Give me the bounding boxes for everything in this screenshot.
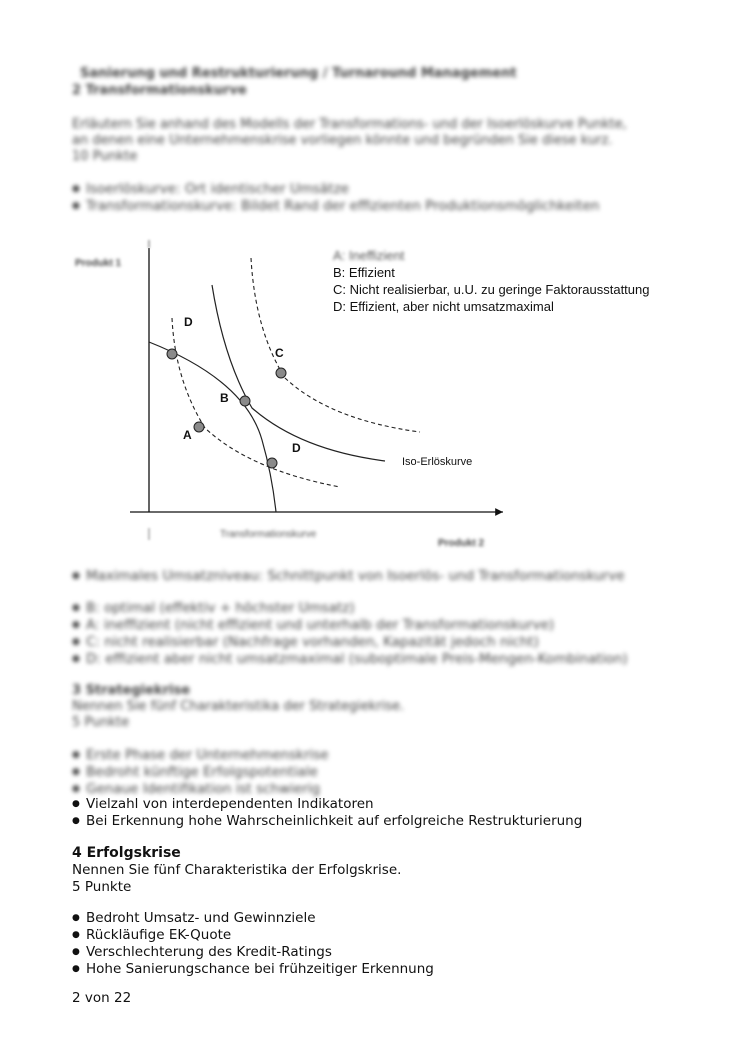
- course-title: Sanierung und Restrukturierung / Turnaround Management: [80, 66, 517, 81]
- label-a: A: [183, 428, 192, 442]
- list-item: ● Genaue Identifikation ist schwierig: [70, 781, 329, 798]
- label-b: B: [220, 391, 229, 405]
- diagram-legend: [333, 247, 649, 315]
- section3-title: 3 Strategiekrise: [72, 683, 191, 698]
- list-item: ● Vielzahl von interdependenten Indikatoren: [70, 796, 582, 813]
- transformation-curve-label: Transformationskurve: [220, 529, 317, 540]
- label-c: C: [275, 346, 284, 360]
- list-item: ● B: optimal (effektiv + höchster Umsatz): [70, 600, 628, 617]
- list-item: ● Maximales Umsatzniveau: Schnittpunkt von Isoerlös- und Transformationskurve: [70, 568, 625, 585]
- label-d-upper: D: [184, 315, 193, 329]
- iso-curve-label: Iso-Erlöskurve: [402, 456, 473, 468]
- legend-item: B: Effizient: [333, 265, 395, 280]
- list-item: ● Erste Phase der Unternehmenskrise: [70, 747, 329, 764]
- list-item: ● A: ineffizient (nicht effizient und unterhalb der Transformationskurve): [70, 617, 628, 634]
- definition-list: [70, 181, 599, 215]
- point-b: [240, 396, 250, 406]
- section2-question-line1: Erläutern Sie anhand des Modells der Transformations- und der Isoerlöskurve Punkte,: [72, 117, 627, 132]
- point-a: [194, 422, 204, 432]
- legend-item: D: Effizient, aber nicht umsatzmaximal: [333, 299, 554, 314]
- section4-question: Nennen Sie fünf Charakteristika der Erfolgskrise.: [72, 862, 402, 878]
- list-item: ● Rückläufige EK-Quote: [70, 927, 434, 944]
- list-item: ● D: effizient aber nicht umsatzmaximal (suboptimale Preis-Mengen-Kombination): [70, 651, 628, 668]
- page-number: 2 von 22: [72, 990, 132, 1006]
- y-axis-label: Produkt 1: [75, 258, 122, 269]
- section3-points: 5 Punkte: [72, 715, 130, 730]
- point-c: [276, 368, 286, 378]
- list-item: ● Verschlechterung des Kredit-Ratings: [70, 944, 434, 961]
- label-d-lower: D: [292, 441, 301, 455]
- section4-list: [70, 910, 434, 978]
- section2-question-line2: an denen eine Unternehmenskrise vorliegen könnte und begründen Sie diese kurz.: [72, 133, 613, 148]
- section2-points: 10 Punkte: [72, 149, 138, 164]
- section2-title: 2 Transformationskurve: [72, 83, 247, 98]
- point-evaluation-list: [70, 600, 628, 668]
- section4-points: 5 Punkte: [72, 879, 132, 895]
- point-d-upper: [167, 349, 177, 359]
- legend-item: A: Ineffizient: [333, 248, 405, 263]
- iso-curve-lower: [172, 318, 340, 487]
- list-item: ● Transformationskurve: Bildet Rand der effizienten Produktionsmöglichkeiten: [70, 198, 599, 215]
- section3-question: Nennen Sie fünf Charakteristika der Strategiekrise.: [72, 699, 405, 714]
- max-level-list: [70, 568, 625, 585]
- section3-list: [70, 796, 582, 830]
- section4-title: 4 Erfolgskrise: [72, 845, 181, 861]
- list-item: ● Bedroht künftige Erfolgspotentiale: [70, 764, 329, 781]
- legend-item: C: Nicht realisierbar, u.U. zu geringe Faktorausstattung: [333, 282, 650, 297]
- list-item: ● Hohe Sanierungschance bei frühzeitiger Erkennung: [70, 961, 434, 978]
- section3-list-blurred: [70, 747, 329, 798]
- point-d-lower: [267, 458, 277, 468]
- list-item: ● C: nicht realisierbar (Nachfrage vorhanden, Kapazität jedoch nicht): [70, 634, 628, 651]
- list-item: ● Bei Erkennung hohe Wahrscheinlichkeit auf erfolgreiche Restrukturierung: [70, 813, 582, 830]
- list-item: ● Bedroht Umsatz- und Gewinnziele: [70, 910, 434, 927]
- transformation-curve: [149, 342, 276, 512]
- list-item: ● Isoerlöskurve: Ort identischer Umsätze: [70, 181, 599, 198]
- x-axis-label: Produkt 2: [438, 538, 485, 549]
